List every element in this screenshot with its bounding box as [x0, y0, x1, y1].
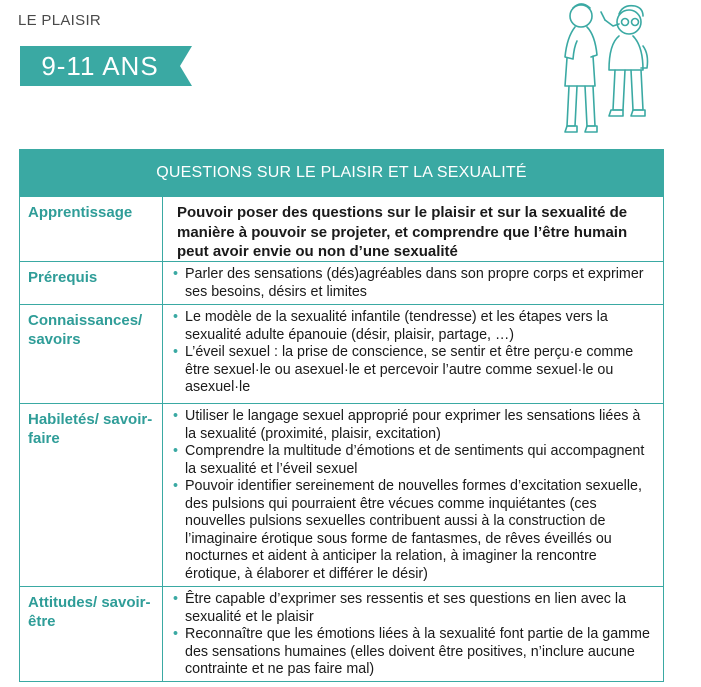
age-banner [20, 46, 192, 86]
row-label: Apprentissage [20, 197, 163, 261]
list-item: • L’éveil sexuel : la prise de conscience, se sentir et être perçu·e comme être sexuel·le ou asexuel·le et percevoir l’autre comme sexuel·le ou asexuel·le [173, 344, 655, 397]
list-item: • Reconnaître que les émotions liées à la sexualité font partie de la gamme des sensations humaines (elles doivent être positives, n’inclure aucune contrainte et ne pas faire mal) [173, 626, 655, 679]
row-label: Prérequis [20, 262, 163, 304]
list-item: • Comprendre la multitude d’émotions et de sentiments qui accompagnent la sexualité et l’éveil sexuel [173, 443, 655, 478]
table-row-apprentissage [20, 196, 663, 261]
age-label: 9-11 ANS [41, 51, 159, 81]
table-title: QUESTIONS SUR LE PLAISIR ET LA SEXUALITÉ [20, 150, 663, 196]
row-label: Attitudes/ savoir-être [20, 587, 163, 681]
table-row-prerequis [20, 261, 663, 304]
row-content: Pouvoir poser des questions sur le plaisir et sur la sexualité de manière à pouvoir se projeter, et comprendre que l’être humain peut avoir envie ou non d’une sexualité [177, 204, 628, 260]
row-content [163, 262, 663, 304]
list-item: • Pouvoir identifier sereinement de nouvelles formes d’excitation sexuelle, des pulsions qui pourraient être vécues comme inquiétantes (ces nouvelles pulsions sexuelles contribuent aussi à la construction de l’imaginaire érotique sous forme de fantasmes, de rêves éveillés ou nocturnes et aident à anticiper la relation, à imaginer la rencontre érotique, à élaborer et différer le désir) [173, 478, 655, 583]
section-label: LE PLAISIR [18, 12, 102, 29]
table-row-connaissances [20, 304, 663, 403]
row-content [163, 587, 663, 681]
row-content [163, 404, 663, 586]
row-content [163, 305, 663, 403]
questions-table [19, 149, 664, 682]
list-item: • Parler des sensations (dés)agréables dans son propre corps et exprimer ses besoins, désirs et limites [173, 266, 655, 301]
table-row-habiletes [20, 403, 663, 586]
list-item: • Le modèle de la sexualité infantile (tendresse) et les étapes vers la sexualité adulte épanouie (désir, plaisir, partage, …) [173, 309, 655, 344]
list-item: • Être capable d’exprimer ses ressentis et ses questions en lien avec la sexualité et le plaisir [173, 591, 655, 626]
two-children-illustration [545, 0, 675, 148]
row-label: Connaissances/ savoirs [20, 305, 163, 403]
list-item: • Utiliser le langage sexuel approprié pour exprimer les sensations liées à la sexualité (proximité, plaisir, excitation) [173, 408, 655, 443]
table-row-attitudes [20, 586, 663, 681]
row-label: Habiletés/ savoir-faire [20, 404, 163, 586]
